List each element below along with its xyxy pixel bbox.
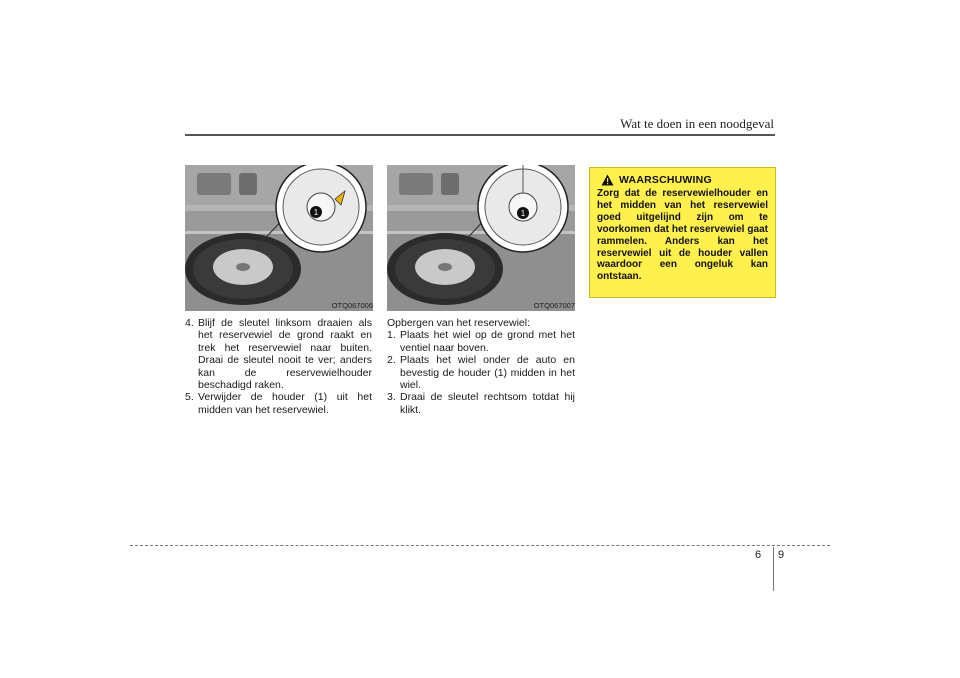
step-text: Blijf de sleutel linksom draaien als het reservewiel de grond raakt en trek het reservewiel naar buiten. Draai de sleutel nooit te ver; anders kan de reservewielhouder beschadigd raken. [198, 317, 372, 392]
warning-header [601, 174, 768, 186]
step-number: 5. [185, 391, 194, 404]
step-item [185, 317, 372, 391]
warning-triangle-icon [601, 174, 614, 186]
warning-text: Zorg dat de reservewielhouder en het midden van het reservewiel goed uitgelijnd zijn om te voorkomen dat het reservewiel gaat rammelen. Anders kan het reservewiel uit de houder vallen waardoor een ongeluk kan ontstaan. [597, 188, 768, 283]
step-item [185, 391, 372, 416]
step-number: 3. [387, 391, 396, 404]
figure-remove-spare-wheel [185, 165, 373, 311]
step-number: 2. [387, 354, 396, 367]
step-item [387, 391, 575, 416]
section-heading: Opbergen van het reservewiel: [387, 317, 530, 329]
page-number: 9 [778, 549, 785, 561]
header-rule [185, 134, 775, 136]
figure-callout-number: 1 [520, 209, 526, 218]
left-column-steps [185, 317, 372, 416]
warning-box [589, 167, 776, 298]
figure-callout-number: 1 [313, 208, 319, 217]
figure-code: OTQ067006 [331, 301, 373, 310]
step-text: Draai de sleutel rechtsom totdat hij klikt. [400, 391, 575, 416]
step-text: Plaats het wiel onder de auto en bevestig de houder (1) midden in het wiel. [400, 354, 575, 392]
step-number: 1. [387, 329, 396, 342]
step-number: 4. [185, 317, 194, 329]
chapter-number: 6 [755, 549, 762, 561]
middle-column-steps [387, 317, 575, 416]
step-item [387, 354, 575, 391]
figure-code: OTQ067007 [533, 301, 575, 310]
step-text: Plaats het wiel op de grond met het ventiel naar boven. [400, 329, 575, 354]
page-number-separator [773, 547, 774, 591]
warning-title: WAARSCHUWING [619, 174, 712, 186]
step-text: Verwijder de houder (1) uit het midden van het reservewiel. [198, 391, 372, 416]
page-header-title: Wat te doen in een noodgeval [620, 116, 774, 131]
figure-store-spare-wheel [387, 165, 575, 311]
step-item [387, 329, 575, 354]
footer-rule [130, 545, 830, 546]
